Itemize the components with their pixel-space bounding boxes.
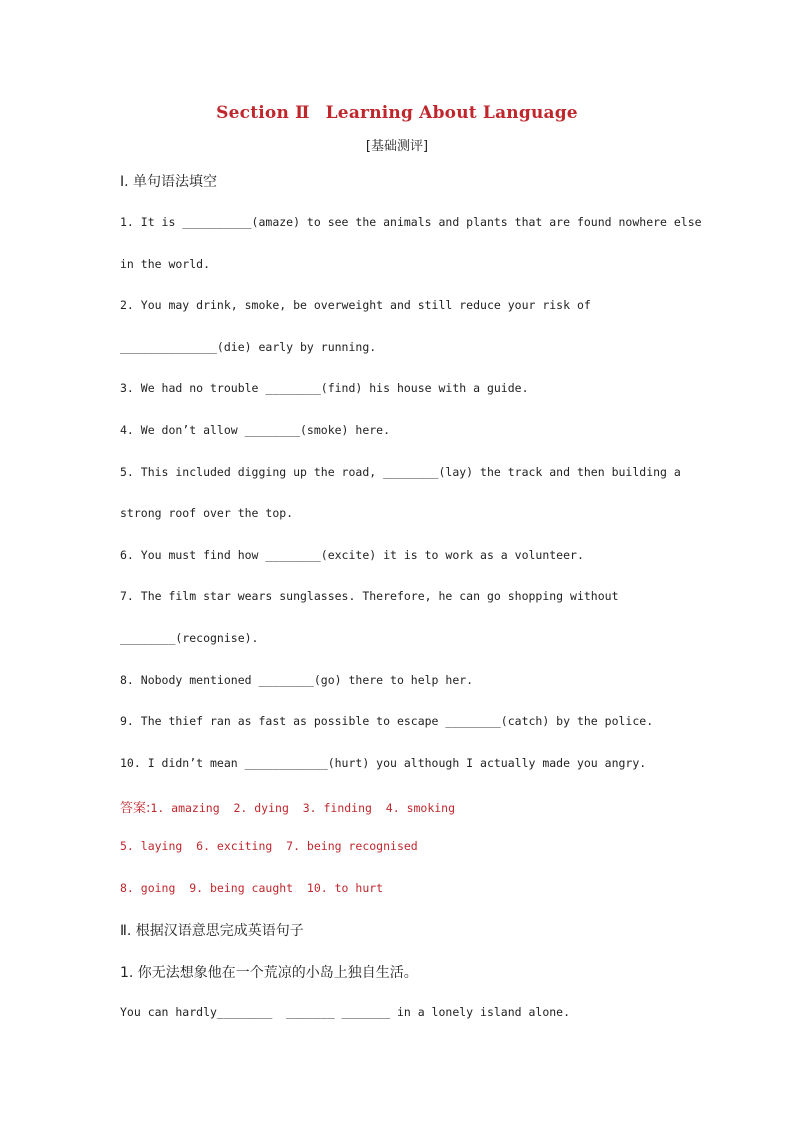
exercise-line: 4. We don’t allow ________(smoke) here. xyxy=(120,423,391,437)
answer-text: 1. amazing 2. dying 3. finding 4. smoking xyxy=(150,801,456,815)
exercise-line: strong roof over the top. xyxy=(120,506,294,520)
translation-prompt: 1. 你无法想象他在一个荒凉的小岛上独自生活。 xyxy=(120,965,418,981)
exercise-line: ________(recognise). xyxy=(120,631,259,645)
exercise-line: 2. You may drink, smoke, be overweight and still reduce your risk of xyxy=(120,298,591,312)
exercise-line: 3. We had no trouble ________(find) his house with a guide. xyxy=(120,381,529,395)
translation-answer-line: You can hardly________ _______ _______ in a lonely island alone. xyxy=(120,1005,571,1019)
exercise-line: ______________(die) early by running. xyxy=(120,340,377,354)
answer-line xyxy=(120,797,700,816)
title-text: Learning About Language xyxy=(325,103,578,123)
answer-label: 答案: xyxy=(120,801,151,816)
answer-line: 5. laying 6. exciting 7. being recognised xyxy=(120,839,418,853)
exercise-line: 6. You must find how ________(excite) it is to work as a volunteer. xyxy=(120,548,584,562)
answer-line: 8. going 9. being caught 10. to hurt xyxy=(120,881,384,895)
exercise-line: 7. The film star wears sunglasses. Therefore, he can go shopping without xyxy=(120,589,619,603)
page-subtitle: [基础测评] xyxy=(365,139,429,154)
section2-heading: Ⅱ. 根据汉语意思完成英语句子 xyxy=(120,923,304,939)
section1-heading: Ⅰ. 单句语法填空 xyxy=(120,174,218,190)
exercise-line: 9. The thief ran as fast as possible to escape ________(catch) by the police. xyxy=(120,714,654,728)
exercise-line: 5. This included digging up the road, ________(lay) the track and then building a xyxy=(120,465,681,479)
page-title xyxy=(0,103,794,123)
exercise-line: in the world. xyxy=(120,257,211,271)
exercise-line: 8. Nobody mentioned ________(go) there to help her. xyxy=(120,673,474,687)
exercise-line: 10. I didn’t mean ____________(hurt) you although I actually made you angry. xyxy=(120,756,647,770)
title-section-number: Section Ⅱ xyxy=(216,103,310,123)
exercise-line: 1. It is __________(amaze) to see the animals and plants that are found nowhere else xyxy=(120,215,702,229)
